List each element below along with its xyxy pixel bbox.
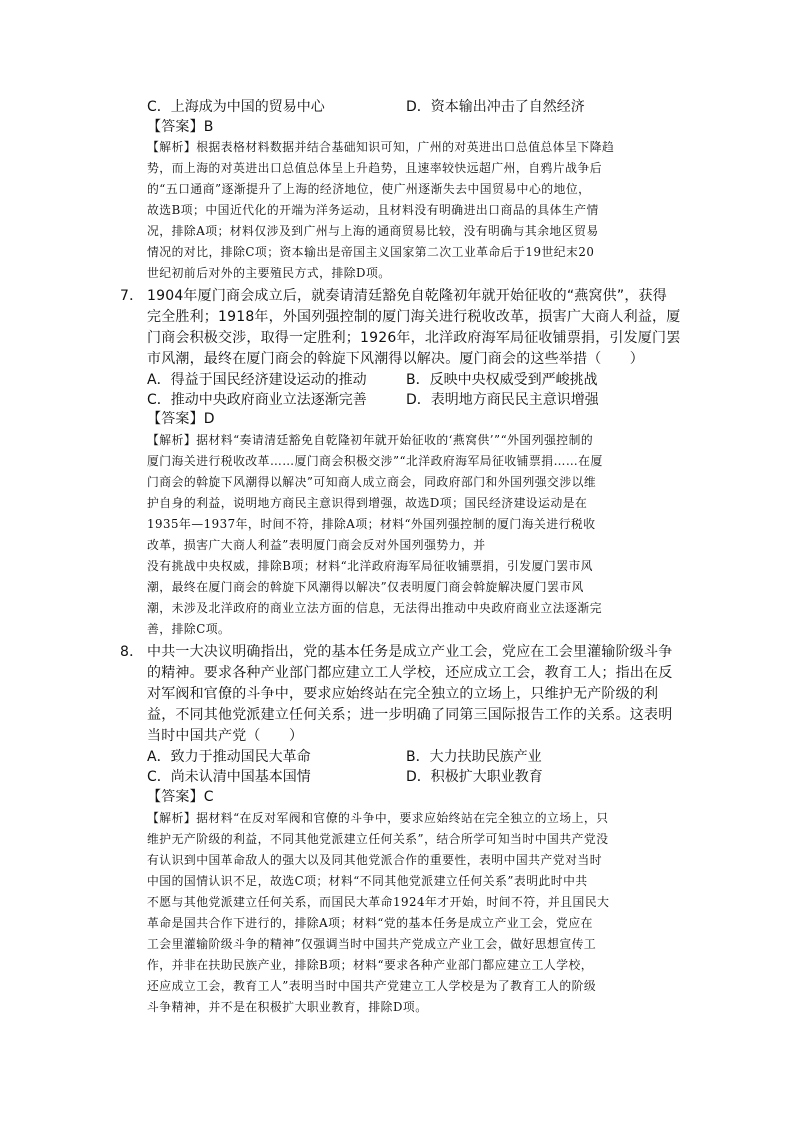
q6-analysis-line: 【解析】根据表格材料数据并结合基础知识可知，广州的对英进出口总值总体呈下降趋 — [147, 140, 615, 154]
q7-analysis-line: 改革，损害广大商人利益”表明厦门商会反对外国列强势力，并 — [147, 538, 486, 552]
q7-analysis-line: 1935年—1937年，时间不符，排除A项；材料“外国列强控制的厦门海关进行税收 — [147, 517, 596, 531]
q7-stem-line: 完全胜利；1918年，外国列强控制的厦门海关进行税收改革，损害广大商人利益，厦 — [147, 309, 681, 325]
q7-option-d: D．表明地方商民民主意识增强 — [406, 392, 599, 408]
q8-analysis-line: 工会里灌输阶级斗争的精神”仅强调当时中国共产党成立产业工会，做好思想宣传工 — [147, 937, 597, 951]
q7-analysis-line: 【解析】据材料“奏请清廷豁免自乾隆初年就开始征收的‘燕窝供’”“外国列强控制的 — [147, 433, 594, 447]
q8-stem-line: 的精神。要求各种产业部门都应建立工人学校，还应成立工会，教育工人；指出在反 — [147, 665, 673, 681]
q8-analysis-line: 中国的国情认识不足，故选C项；材料“不同其他党派建立任何关系”表明此时中共 — [147, 874, 588, 888]
q7-number: 7． — [120, 288, 144, 304]
q7-analysis-line: 厦门海关进行税收改革……厦门商会积极交涉”“北洋政府海军局征收铺票捐……在厦 — [147, 454, 603, 468]
q8-stem-line: 对军阀和官僚的斗争中，要求应始终站在完全独立的立场上，只维护无产阶级的利 — [147, 686, 659, 702]
q8-number: 8． — [120, 644, 144, 660]
q8-analysis-line: 不愿与其他党派建立任何关系，而国民大革命1924年才开始，时间不符，并且国民大 — [147, 895, 610, 909]
q7-analysis-line: 潮，最终在厦门商会的斡旋下风潮得以解决”仅表明厦门商会斡旋解决厦门罢市风 — [147, 580, 584, 594]
q8-option-d: D．积极扩大职业教育 — [406, 769, 543, 785]
q7-analysis-line: 善，排除C项。 — [147, 622, 231, 636]
q8-analysis-line: 革命是国共合作下进行的，排除A项；材料“党的基本任务是成立产业工会，党应在 — [147, 916, 593, 930]
q7-answer: 【答案】D — [147, 411, 215, 427]
q6-analysis-line: 情况的对比，排除C项；资本输出是帝国主义国家第二次工业革命后于19世纪末20 — [147, 245, 595, 259]
q8-analysis-line: 【解析】据材料“在反对军阀和官僚的斗争中，要求应始终站在完全独立的立场上，只 — [147, 811, 609, 825]
q6-analysis-line: 故选B项；中国近代化的开端为洋务运动，且材料没有明确进出口商品的具体生产情 — [147, 203, 599, 217]
q8-analysis-line: 作，并非在扶助民族产业，排除B项；材料“要求各种产业部门都应建立工人学校， — [147, 958, 594, 972]
q6-answer: 【答案】B — [147, 119, 214, 135]
q6-analysis-line: 势，而上海的对英进出口总值总体呈上升趋势，且速率较快远超广州，自鸦片战争后 — [147, 161, 602, 175]
q8-answer: 【答案】C — [147, 789, 214, 805]
q6-analysis-line: 的“五口通商”逐渐提升了上海的经济地位，使广州逐渐失去中国贸易中心的地位， — [147, 182, 591, 196]
q8-stem-line: 当时中国共产党（ ） — [147, 728, 304, 744]
q7-analysis-line: 潮，未涉及北洋政府的商业立法方面的信息，无法得出推动中央政府商业立法逐渐完 — [147, 601, 602, 615]
q8-option-c: C．尚未认清中国基本国情 — [147, 769, 311, 785]
q6-analysis-line: 世纪初前后对外的主要殖民方式，排除D项。 — [147, 266, 391, 280]
q7-analysis-line: 没有挑战中央权威，排除B项；材料“北洋政府海军局征收铺票捐，引发厦门罢市风 — [147, 559, 594, 573]
q7-analysis-line: 护自身的利益，说明地方商民主意识得到增强，故选D项；国民经济建设运动是在 — [147, 496, 588, 510]
q6-option-d: D．资本输出冲击了自然经济 — [406, 99, 585, 115]
q7-stem-line: 1904年厦门商会成立后，就奏请清廷豁免自乾隆初年就开始征收的“燕窝供”，获得 — [147, 288, 667, 304]
q8-option-b: B．大力扶助民族产业 — [406, 749, 542, 765]
q8-analysis-line: 斗争精神，并不是在积极扩大职业教育，排除D项。 — [147, 1000, 428, 1014]
q8-option-a: A．致力于推动国民大革命 — [147, 749, 311, 765]
q7-analysis-line: 门商会的斡旋下风潮得以解决”可知商人成立商会，同政府部门和外国列强交涉以维 — [147, 475, 597, 489]
q7-option-c: C．推动中央政府商业立法逐渐完善 — [147, 392, 367, 408]
q8-stem-line: 益，不同其他党派建立任何关系；进一步明确了同第三国际报告工作的关系。这表明 — [147, 707, 673, 723]
q6-option-c: C．上海成为中国的贸易中心 — [147, 99, 325, 115]
q6-analysis-line: 况，排除A项；材料仅涉及到广州与上海的通商贸易比较，没有明确与其余地区贸易 — [147, 224, 599, 238]
q8-analysis-line: 维护无产阶级的利益，不同其他党派建立任何关系”，结合所学可知当时中国共产党没 — [147, 832, 609, 846]
q8-analysis-line: 有认识到中国革命敌人的强大以及同其他党派合作的重要性，表明中国共产党对当时 — [147, 853, 602, 867]
q7-stem-line: 市风潮，最终在厦门商会的斡旋下风潮得以解决。厦门商会的这些举措（ ） — [147, 351, 644, 367]
q7-option-a: A．得益于国民经济建设运动的推动 — [147, 372, 367, 388]
q7-stem-line: 门商会积极交涉，取得一定胜利；1926年，北洋政府海军局征收铺票捐，引发厦门罢 — [147, 330, 681, 346]
q8-analysis-line: 还应成立工会，教育工人”表明当时中国共产党建立工人学校是为了教育工人的阶级 — [147, 979, 597, 993]
q8-stem-line: 中共一大决议明确指出，党的基本任务是成立产业工会，党应在工会里灌输阶级斗争 — [147, 644, 673, 660]
q7-option-b: B．反映中央权威受到严峻挑战 — [406, 372, 598, 388]
